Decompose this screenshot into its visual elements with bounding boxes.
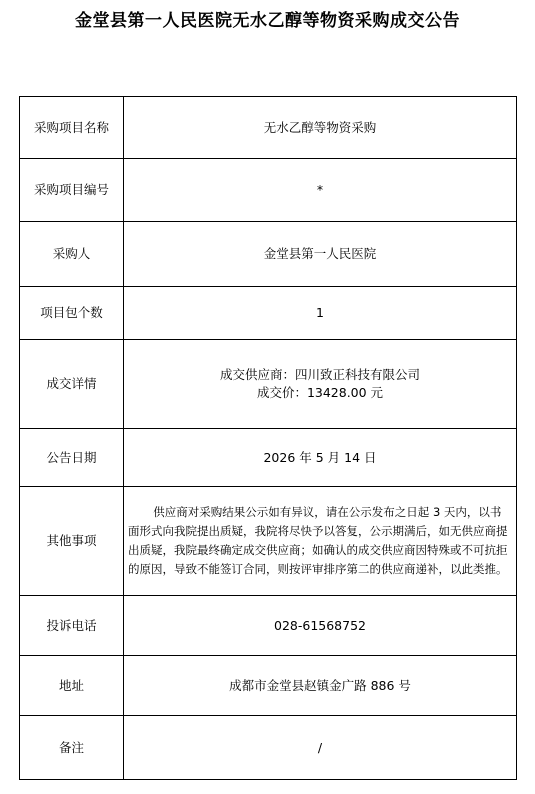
row-value-project-name: 无水乙醇等物资采购	[124, 97, 517, 159]
row-value-remarks: /	[124, 716, 517, 780]
row-value-notice-date: 2026 年 5 月 14 日	[124, 429, 517, 487]
table-row	[20, 596, 517, 656]
row-label-address: 地址	[20, 656, 124, 716]
table-row	[20, 716, 517, 780]
table-row	[20, 487, 517, 596]
row-label-project-number: 采购项目编号	[20, 159, 124, 222]
table-row	[20, 340, 517, 429]
row-label-purchaser: 采购人	[20, 222, 124, 287]
row-value-other-matters	[124, 487, 517, 596]
row-label-package-count: 项目包个数	[20, 287, 124, 340]
table-row	[20, 287, 517, 340]
row-label-remarks: 备注	[20, 716, 124, 780]
row-label-project-name: 采购项目名称	[20, 97, 124, 159]
row-label-complaint-phone: 投诉电话	[20, 596, 124, 656]
table-row	[20, 656, 517, 716]
row-value-deal-details	[124, 340, 517, 429]
deal-price: 成交价：13428.00 元	[256, 385, 384, 400]
row-value-package-count: 1	[124, 287, 517, 340]
row-value-address: 成都市金堂县赵镇金广路 886 号	[124, 656, 517, 716]
row-value-complaint-phone: 028-61568752	[124, 596, 517, 656]
page-title: 金堂县第一人民医院无水乙醇等物资采购成交公告	[75, 11, 460, 31]
notice-table	[19, 96, 517, 780]
table-row	[20, 429, 517, 487]
deal-supplier: 成交供应商：四川致正科技有限公司	[219, 367, 420, 382]
table-row	[20, 159, 517, 222]
other-matters-text: 供应商对采购结果公示如有异议，请在公示发布之日起 3 天内，以书面形式向我院提出质疑，我院将尽快予以答复，公示期满后，如无供应商提出质疑，我院最终确定成交供应商；如确认的成交供应商因特殊或不可抗拒的原因，导致不能签订合同，则按评审排序第二的供应商递补，以此类推。	[128, 505, 508, 576]
row-value-project-number: *	[124, 159, 517, 222]
table-row	[20, 97, 517, 159]
table-row	[20, 222, 517, 287]
row-label-other-matters: 其他事项	[20, 487, 124, 596]
row-label-deal-details: 成交详情	[20, 340, 124, 429]
row-value-purchaser: 金堂县第一人民医院	[124, 222, 517, 287]
row-label-notice-date: 公告日期	[20, 429, 124, 487]
